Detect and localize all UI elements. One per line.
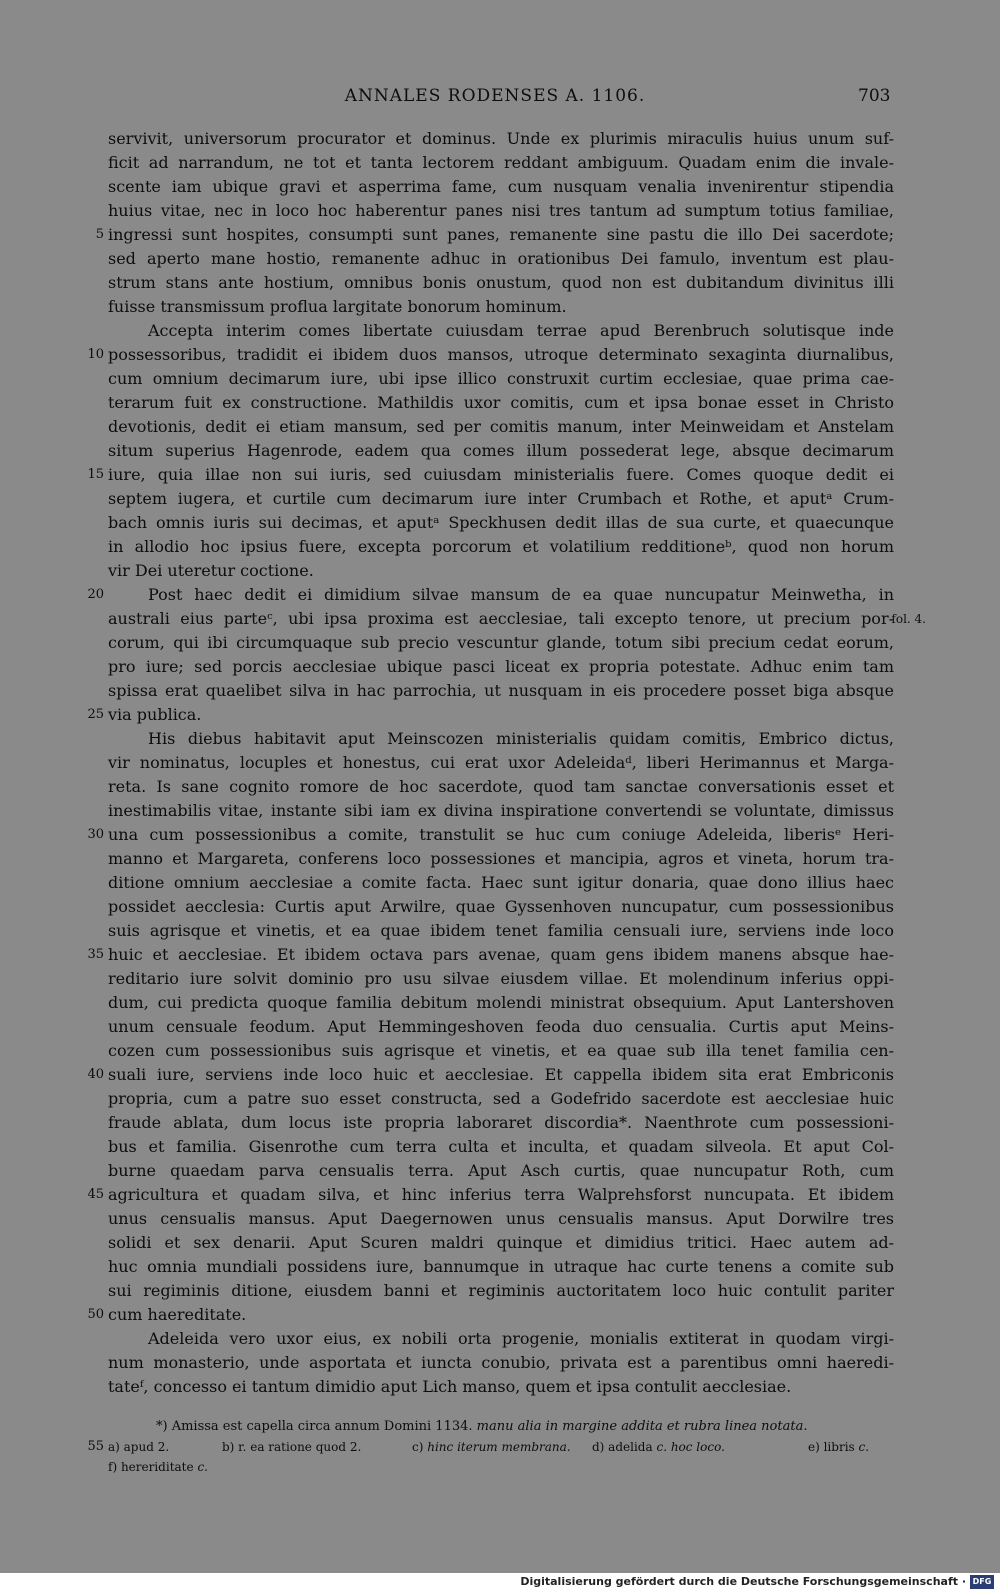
line-text: cum haereditate. [108, 1305, 247, 1324]
text-line [108, 439, 894, 463]
line-text: sui regiminis ditione, eiusdem banni et regiminis auctoritatem loco huic contulit pariter [108, 1281, 894, 1300]
line-number: 55 [87, 1439, 104, 1454]
footnote-italic: c. [858, 1440, 870, 1454]
line-text: terarum fuit ex constructione. Mathildis uxor comitis, cum et ipsa bonae esset in Christo [108, 393, 894, 412]
line-text: situm superius Hagenrode, eadem qua comes illum possederat lege, absque decimarum [108, 441, 894, 460]
line-number: 15 [87, 467, 104, 482]
line-text: spissa erat quaelibet silva in hac parrochia, ut nusquam in eis procedere posset biga absque [108, 681, 894, 700]
text-line [108, 1255, 894, 1279]
text-line [108, 535, 894, 559]
line-text: His diebus habitavit aput Meinscozen ministerialis quidam comitis, Embrico dictus, [148, 729, 894, 748]
text-line [108, 247, 894, 271]
line-text: dum, cui predicta quoque familia debitum molendi ministrat obsequium. Aput Lantershoven [108, 993, 894, 1012]
text-line [87, 343, 894, 367]
text-line [87, 1063, 894, 1087]
line-text: Adeleida vero uxor eius, ex nobili orta progenie, monialis extiterat in quodam virgi- [148, 1329, 894, 1348]
text-line [108, 559, 894, 583]
line-text: tateᶠ, concesso ei tantum dimidio aput Lich manso, quem et ipsa contulit aecclesiae. [108, 1377, 792, 1396]
footnote-italic: hinc iterum membrana. [427, 1440, 571, 1454]
page-number: 703 [858, 86, 891, 106]
line-text: possidet aecclesia: Curtis aput Arwilre, quae Gyssenhoven nuncupatur, cum possessionibus [108, 897, 894, 916]
line-text: Accepta interim comes libertate cuiusdam terrae apud Berenbruch solutisque inde [148, 321, 894, 340]
line-text: ficit ad narrandum, ne tot et tanta lectorem reddant ambiguum. Quadam enim die invale- [108, 153, 894, 172]
line-text: fuisse transmissum proflua largitate bonorum hominum. [108, 297, 567, 316]
text-line [87, 1183, 894, 1207]
footnote-star [108, 1417, 894, 1437]
line-text: servivit, universorum procurator et dominus. Unde ex plurimis miraculis huius unum suf- [108, 129, 894, 148]
text-line [108, 127, 894, 151]
line-text: huius vitae, nec in loco hoc haberentur panes nisi tres tantum ad sumptum totius familiae, [108, 201, 894, 220]
line-text: septem iugera, et curtile cum decimarum iure inter Crumbach et Rothe, et aputᵃ Crum- [108, 489, 894, 508]
text-line [108, 1327, 894, 1351]
text-line [108, 415, 894, 439]
line-text: huc omnia mundiali possidens iure, bannumque in utraque hac curte tenens a comite sub [108, 1257, 894, 1276]
dfg-logo-icon: DFG [970, 1575, 994, 1589]
text-line [87, 1303, 894, 1327]
text-line [108, 895, 894, 919]
text-line [108, 1015, 894, 1039]
footnote-label: c) [412, 1440, 424, 1454]
line-text: sed aperto mane hostio, remanente adhuc in orationibus Dei famulo, inventum est plau- [108, 249, 894, 268]
body-text [87, 127, 926, 1399]
text-line [108, 1111, 894, 1135]
text-line [108, 871, 894, 895]
line-text: cozen cum possessionibus suis agrisque et vinetis, et ea quae sub illa tenet familia cen- [108, 1041, 894, 1060]
line-text: num monasterio, unde asportata et iuncta conubio, privata est a parentibus omni haeredi- [108, 1353, 894, 1372]
line-number: 25 [87, 707, 104, 722]
line-text: fraude ablata, dum locus iste propria laboraret discordia*. Naenthrote cum possessioni- [108, 1113, 894, 1132]
text-line [108, 1207, 894, 1231]
footnote-item [108, 1457, 208, 1477]
footnote-item [108, 1437, 169, 1457]
line-text: in allodio hoc ipsius fuere, excepta porcorum et volatilium redditioneᵇ, quod non horum [108, 537, 894, 556]
footnote-star-text: *) Amissa est capella circa annum Domini 1134. [156, 1419, 473, 1434]
footnote-label: e) libris [808, 1440, 855, 1454]
text-line [108, 751, 894, 775]
line-text: propria, cum a patre suo esset constructa, sed a Godefrido sacerdote est aecclesiae huic [108, 1089, 894, 1108]
text-line [108, 1159, 894, 1183]
line-text: suali iure, serviens inde loco huic et aecclesiae. Et cappella ibidem sita erat Embriconis [108, 1065, 894, 1084]
text-line [108, 991, 894, 1015]
line-text: iure, quia illae non sui iuris, sed cuiusdam ministerialis fuere. Comes quoque dedit ei [108, 465, 894, 484]
text-line [108, 655, 894, 679]
footnote-row [108, 1457, 894, 1477]
footnote-italic: c. hoc loco. [656, 1440, 725, 1454]
line-number: 40 [87, 1067, 104, 1082]
line-text: pro iure; sed porcis aecclesiae ubique pasci liceat ex propria potestate. Adhuc enim tam [108, 657, 894, 676]
text-line [108, 367, 894, 391]
line-text: burne quaedam parva censualis terra. Aput Asch curtis, quae nuncupatur Roth, cum [108, 1161, 894, 1180]
text-line [108, 295, 894, 319]
text-line [108, 727, 894, 751]
line-number: 30 [87, 827, 104, 842]
text-line [108, 1135, 894, 1159]
text-line [108, 199, 894, 223]
footnote-item [592, 1437, 725, 1457]
line-text: vir nominatus, locuples et honestus, cui erat uxor Adeleidaᵈ, liberi Herimannus et Marga- [108, 753, 894, 772]
line-number: 50 [87, 1307, 104, 1322]
text-line [87, 943, 894, 967]
line-text: bus et familia. Gisenrothe cum terra culta et inculta, et quadam silveola. Et aput Col- [108, 1137, 894, 1156]
line-text: una cum possessionibus a comite, transtulit se huc cum coniuge Adeleida, liberisᵉ Heri- [108, 825, 894, 844]
text-line [108, 919, 894, 943]
line-number: 5 [95, 227, 104, 242]
line-text: ditione omnium aecclesiae a comite facta. Haec sunt igitur donaria, quae dono illius haec [108, 873, 894, 892]
text-line [87, 463, 894, 487]
text-line [108, 1087, 894, 1111]
footnote-star-note: manu alia in margine addita et rubra linea notata. [476, 1419, 808, 1434]
line-text: Post haec dedit ei dimidium silvae mansum de ea quae nuncupatur Meinwetha, in [148, 585, 894, 604]
text-line [108, 1375, 894, 1399]
text-line [108, 679, 894, 703]
line-text: reditario iure solvit dominio pro usu silvae eiusdem villae. Et molendinum inferius oppi- [108, 969, 894, 988]
line-text: agricultura et quadam silva, et hinc inferius terra Walprehsforst nuncupata. Et ibidem [108, 1185, 894, 1204]
footer-bar [0, 1573, 1000, 1592]
text-line [108, 799, 894, 823]
line-text: inestimabilis vitae, instante sibi iam ex divina inspiratione convertendi se voluntate, dimissus [108, 801, 894, 820]
text-line [108, 151, 894, 175]
running-title: ANNALES RODENSES A. 1106. [344, 86, 646, 106]
line-text: corum, qui ibi circumquaque sub precio vescuntur glande, totum sibi precium cedat eorum, [108, 633, 894, 652]
margin-note: fol. 4. [891, 612, 926, 626]
footnote-item [412, 1437, 571, 1457]
line-text: devotionis, dedit ei etiam mansum, sed per comitis manum, inter Meinweidam et Anstelam [108, 417, 894, 436]
text-line [108, 1231, 894, 1255]
line-text: huic et aecclesiae. Et ibidem octava pars avenae, quam gens ibidem manens absque hae- [108, 945, 894, 964]
line-text: unum censuale feodum. Aput Hemmingeshoven feoda duo censualia. Curtis aput Meins- [108, 1017, 894, 1036]
text-line [87, 583, 894, 607]
text-line [108, 967, 894, 991]
text-line [95, 223, 894, 247]
line-text: bach omnis iuris sui decimas, et aputᵃ Speckhusen dedit illas de sua curte, et quaecunque [108, 513, 894, 532]
footnotes [87, 1417, 894, 1477]
text-line [108, 607, 926, 631]
line-text: unus censualis mansus. Aput Daegernowen unus censualis mansus. Aput Dorwilre tres [108, 1209, 894, 1228]
footnote-label: d) adelida [592, 1440, 653, 1454]
footnote-label: b) r. ea ratione quod 2. [222, 1440, 362, 1454]
line-text: scente iam ubique gravi et asperrima fame, cum nusquam venalia invenirentur stipendia [108, 177, 894, 196]
line-text: ingressi sunt hospites, consumpti sunt panes, remanente sine pastu die illo Dei sacerdote; [108, 225, 894, 244]
footnote-label: a) apud 2. [108, 1440, 170, 1454]
line-number: 45 [87, 1187, 104, 1202]
text-line [108, 271, 894, 295]
text-line [108, 175, 894, 199]
text-line [87, 823, 894, 847]
text-line [108, 391, 894, 415]
text-line [108, 1039, 894, 1063]
line-text: suis agrisque et vinetis, et ea quae ibidem tenet familia censuali iure, serviens inde loco [108, 921, 894, 940]
line-text: possessoribus, tradidit ei ibidem duos mansos, utroque determinato sexaginta diurnalibus, [108, 345, 894, 364]
text-line [108, 319, 894, 343]
footnote-item [808, 1437, 869, 1457]
line-number: 35 [87, 947, 104, 962]
text-line [108, 1351, 894, 1375]
text-line [108, 1279, 894, 1303]
line-text: strum stans ante hostium, omnibus bonis onustum, quod non est dubitandum divinitus illi [108, 273, 894, 292]
footnote-italic: c. [197, 1460, 208, 1474]
footnote-label: f) hereriditate [108, 1460, 194, 1474]
line-text: solidi et sex denarii. Aput Scuren maldri quinque et dimidius tritici. Haec autem ad- [108, 1233, 894, 1252]
line-number: 20 [87, 587, 104, 602]
text-line [108, 775, 894, 799]
line-text: vir Dei uteretur coctione. [108, 561, 314, 580]
line-text: via publica. [108, 705, 202, 724]
digitization-credit: Digitalisierung gefördert durch die Deutsche Forschungsgemeinschaft · [520, 1575, 966, 1588]
line-text: cum omnium decimarum iure, ubi ipse illico construxit curtim ecclesiae, quae prima cae- [108, 369, 894, 388]
text-line [108, 847, 894, 871]
text-line [108, 511, 894, 535]
page-header [0, 86, 1000, 110]
line-text: manno et Margareta, conferens loco possessiones et mancipia, agros et vineta, horum tra- [108, 849, 894, 868]
footnote-item [222, 1437, 361, 1457]
text-line [87, 703, 894, 727]
line-text: australi eius parteᶜ, ubi ipsa proxima est aecclesiae, tali excepto tenore, ut precium por- [108, 609, 894, 628]
line-number: 10 [87, 347, 104, 362]
line-text: reta. Is sane cognito romore de hoc sacerdote, quod tam sanctae conversationis esset et [108, 777, 894, 796]
text-line [108, 487, 894, 511]
text-line [108, 631, 894, 655]
footnote-row [87, 1437, 894, 1457]
